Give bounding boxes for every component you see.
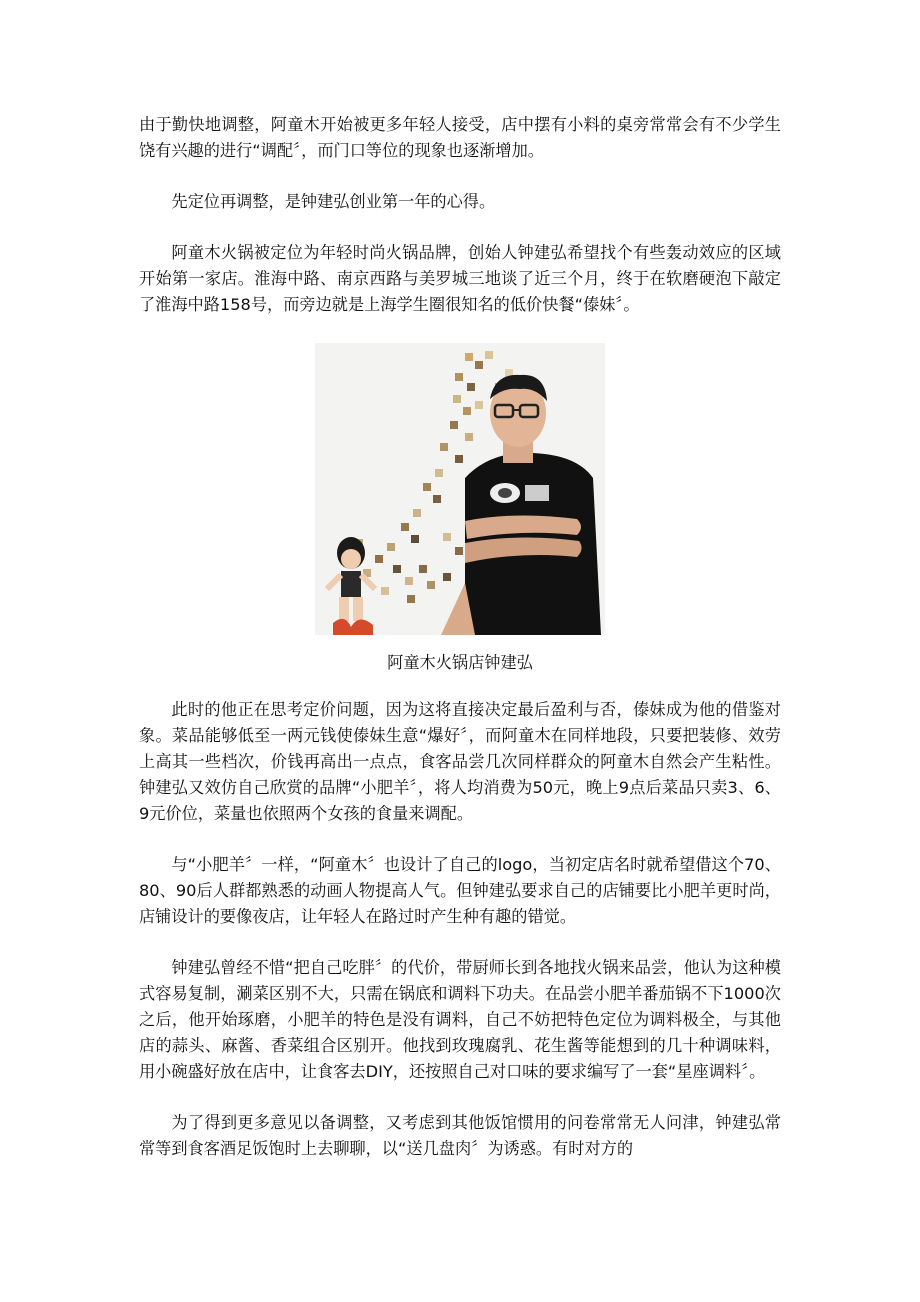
paragraph-6: 钟建弘曾经不惜“把自己吃胖〞的代价，带厨师长到各地找火锅来品尝，他认为这种模式容易复制，涮菜区别不大，只需在锅底和调料下功夫。在品尝小肥羊番茄锅不下1000次之后，他开始琢磨，小肥羊的特色是没有调料，自己不妨把特色定位为调料极全，与其他店的蒜头、麻酱、香菜组合区别开。他找到玫瑰腐乳、花生酱等能想到的几十种调味料，用小碗盛好放在店中，让食客去DIY，还按照自己对口味的要求编写了一套“星座调料〞。 bbox=[139, 958, 781, 1081]
figure bbox=[139, 343, 781, 675]
paragraph-2: 先定位再调整，是钟建弘创业第一年的心得。 bbox=[171, 192, 496, 211]
paragraph-3: 阿童木火锅被定位为年轻时尚火锅品牌，创始人钟建弘希望找个有些轰动效应的区域开始第一家店。淮海中路、南京西路与美罗城三地谈了近三个月，终于在软磨硬泡下敲定了淮海中路158号，而旁边就是上海学生圈很知名的低价快餐“傣妹〞。 bbox=[139, 243, 781, 314]
document-page bbox=[139, 112, 781, 1187]
paragraph-7: 为了得到更多意见以备调整，又考虑到其他饭馆惯用的问卷常常无人问津，钟建弘常常等到食客酒足饭饱时上去聊聊，以“送几盘肉〞为诱惑。有时对方的 bbox=[139, 1113, 781, 1158]
photo-portrait bbox=[315, 343, 605, 635]
paragraph-5: 与“小肥羊〞一样，“阿童木〞也设计了自己的logo，当初定店名时就希望借这个70、80、90后人群都熟悉的动画人物提高人气。但钟建弘要求自己的店铺要比小肥羊更时尚，店铺设计的要像夜店，让年轻人在路过时产生种有趣的错觉。 bbox=[139, 855, 781, 926]
paragraph-1: 由于勤快地调整，阿童木开始被更多年轻人接受，店中摆有小料的桌旁常常会有不少学生饶有兴趣的进行“调配〞，而门口等位的现象也逐渐增加。 bbox=[139, 115, 781, 160]
paragraph-4: 此时的他正在思考定价问题，因为这将直接决定最后盈利与否，傣妹成为他的借鉴对象。菜品能够低至一两元钱使傣妹生意“爆好〞，而阿童木在同样地段，只要把装修、效劳上高其一些档次，价钱再高出一点点，食客品尝几次同样群众的阿童木自然会产生粘性。钟建弘又效仿自己欣赏的品牌“小肥羊〞，将人均消费为50元，晚上9点后菜品只卖3、6、9元价位，菜量也依照两个女孩的食量来调配。 bbox=[139, 700, 781, 823]
figure-caption: 阿童木火锅店钟建弘 bbox=[387, 653, 533, 672]
